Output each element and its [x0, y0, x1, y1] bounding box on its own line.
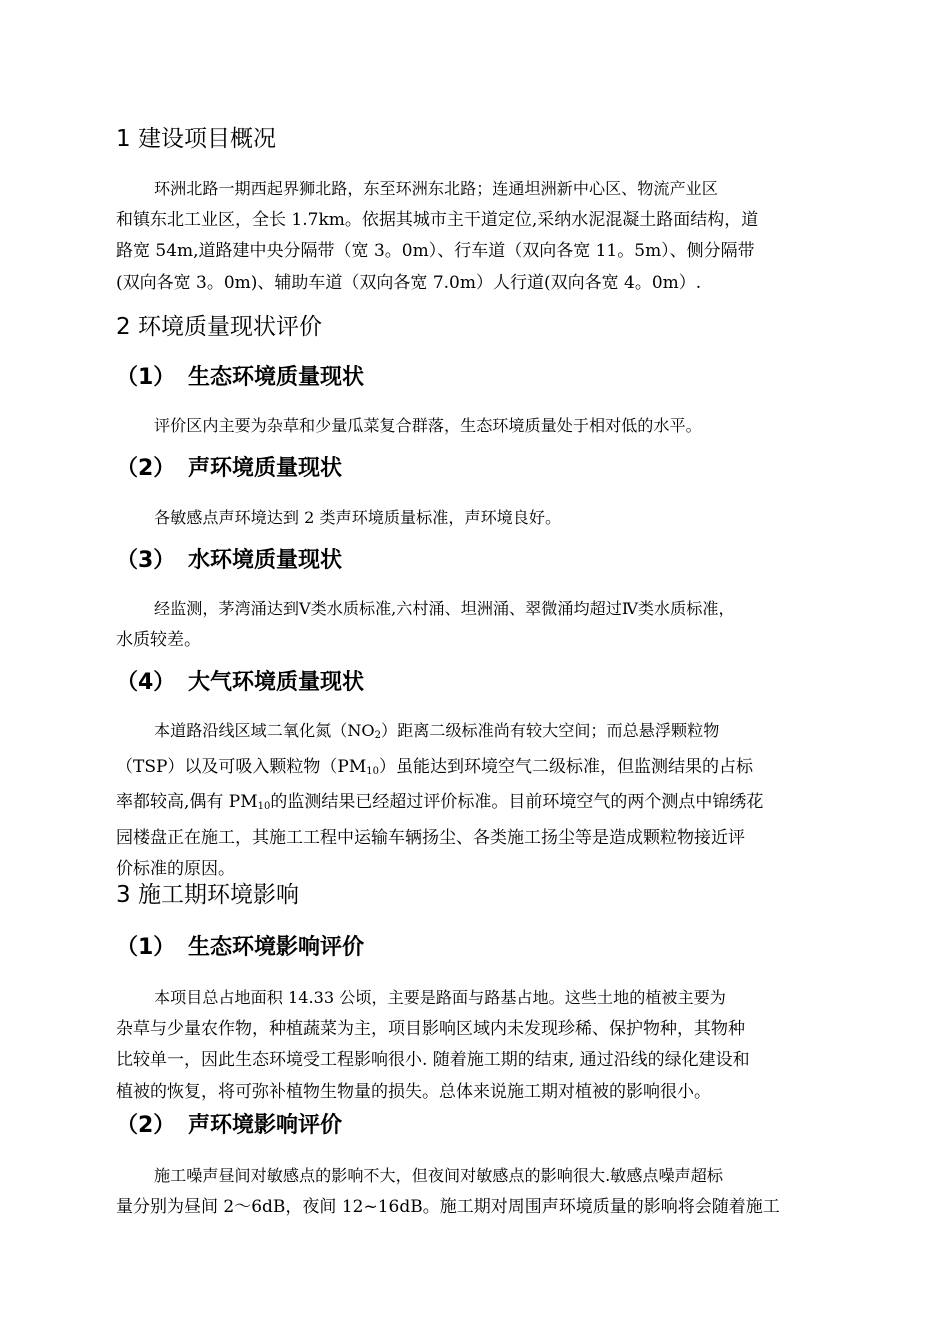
text-line: 园楼盘正在施工，其施工工程中运输车辆扬尘、各类施工扬尘等是造成颗粒物接近评	[116, 827, 745, 848]
subsection-3-1-title	[116, 933, 364, 963]
text-line: 本项目总占地面积 14.33 公顷，主要是路面与路基占地。这些土地的植被主要为	[154, 988, 726, 1007]
text-run: ）虽能达到环境空气二级标准，但监测结果的占标	[379, 756, 754, 777]
text-line: 各敏感点声环境达到 2 类声环境质量标准，声环境良好。	[154, 508, 562, 527]
subsection-heading: 声环境影响评价	[188, 1113, 343, 1138]
section-1-title: 1 建设项目概况	[116, 126, 276, 152]
text-line: 水质较差。	[116, 629, 201, 650]
text-run: 本道路沿线区域二氧化氮（NO	[154, 721, 375, 740]
subsection-2-2-paragraph	[116, 502, 838, 534]
section-1-paragraph	[116, 173, 838, 299]
subsection-heading: 声环境质量现状	[188, 456, 343, 481]
subsection-3-2-title	[116, 1111, 342, 1141]
text-line: 环洲北路一期西起界狮北路，东至环洲东北路；连通坦洲新中心区、物流产业区	[154, 179, 718, 198]
text-line: 量分别为昼间 2～6dB，夜间 12~16dB。施工期对周围声环境质量的影响将会随着施工	[116, 1196, 780, 1217]
text-line: 植被的恢复，将可弥补植物生物量的损失。总体来说施工期对植被的影响很小。	[116, 1081, 711, 1102]
subscript: 10	[257, 801, 271, 812]
text-run: 的监测结果已经超过评价标准。目前环境空气的两个测点中锦绣花	[270, 792, 764, 812]
subscript: 10	[366, 765, 380, 777]
text-line: (双向各宽 3。0m)、辅助车道（双向各宽 7.0m）人行道(双向各宽 4。0m）.	[116, 272, 702, 293]
subsection-2-4-paragraph	[116, 715, 838, 886]
section-2-title: 2 环境质量现状评价	[116, 314, 322, 340]
text-line: 价标准的原因。	[116, 859, 235, 879]
subsection-2-3-title	[116, 546, 342, 576]
subsection-number: （3）	[116, 548, 176, 573]
section-3-title: 3 施工期环境影响	[116, 882, 299, 908]
text-run: （TSP）以及可吸入颗粒物（PM	[116, 756, 367, 777]
subsection-2-1-title	[116, 363, 364, 393]
text-line	[116, 787, 838, 823]
text-line: 施工噪声昼间对敏感点的影响不大，但夜间对敏感点的影响很大.敏感点噪声超标	[154, 1166, 723, 1185]
text-run: 率都较高,偶有 PM	[116, 792, 258, 812]
text-line: 经监测，茅湾涌达到Ⅴ类水质标准,六村涌、坦洲涌、翠微涌均超过Ⅳ类水质标准，	[154, 599, 735, 618]
text-line: 和镇东北工业区，全长 1.7km。依据其城市主干道定位,采纳水泥混凝土路面结构，道	[116, 209, 759, 230]
subsection-number: （1）	[116, 365, 176, 390]
subsection-heading: 大气环境质量现状	[188, 670, 365, 695]
subsection-number: （4）	[116, 670, 176, 695]
text-line: 比较单一，因此生态环境受工程影响很小. 随着施工期的结束, 通过沿线的绿化建设和	[116, 1050, 750, 1070]
subsection-heading: 生态环境影响评价	[188, 935, 365, 960]
text-line	[116, 715, 838, 752]
subsection-heading: 生态环境质量现状	[188, 365, 365, 390]
subsection-3-1-paragraph	[116, 982, 838, 1108]
subsection-3-2-paragraph	[116, 1160, 838, 1223]
subscript: 2	[374, 730, 381, 741]
text-line: 路宽 54m,道路建中央分隔带（宽 3。0m）、行车道（双向各宽 11。5m）、侧分隔带	[116, 241, 755, 261]
subsection-2-2-title	[116, 454, 342, 484]
subsection-2-1-paragraph	[116, 410, 838, 442]
text-line: 杂草与少量农作物，种植蔬菜为主，项目影响区域内未发现珍稀、保护物种，其物种	[116, 1018, 745, 1039]
text-line	[116, 752, 838, 788]
subsection-2-3-paragraph	[116, 593, 838, 656]
subsection-number: （1）	[116, 935, 176, 960]
text-run: ）距离二级标准尚有较大空间；而总悬浮颗粒物	[381, 721, 720, 740]
subsection-number: （2）	[116, 456, 176, 481]
text-line: 评价区内主要为杂草和少量瓜菜复合群落，生态环境质量处于相对低的水平。	[154, 416, 702, 435]
subsection-2-4-title	[116, 668, 364, 698]
subsection-heading: 水环境质量现状	[188, 548, 343, 573]
subsection-number: （2）	[116, 1113, 176, 1138]
